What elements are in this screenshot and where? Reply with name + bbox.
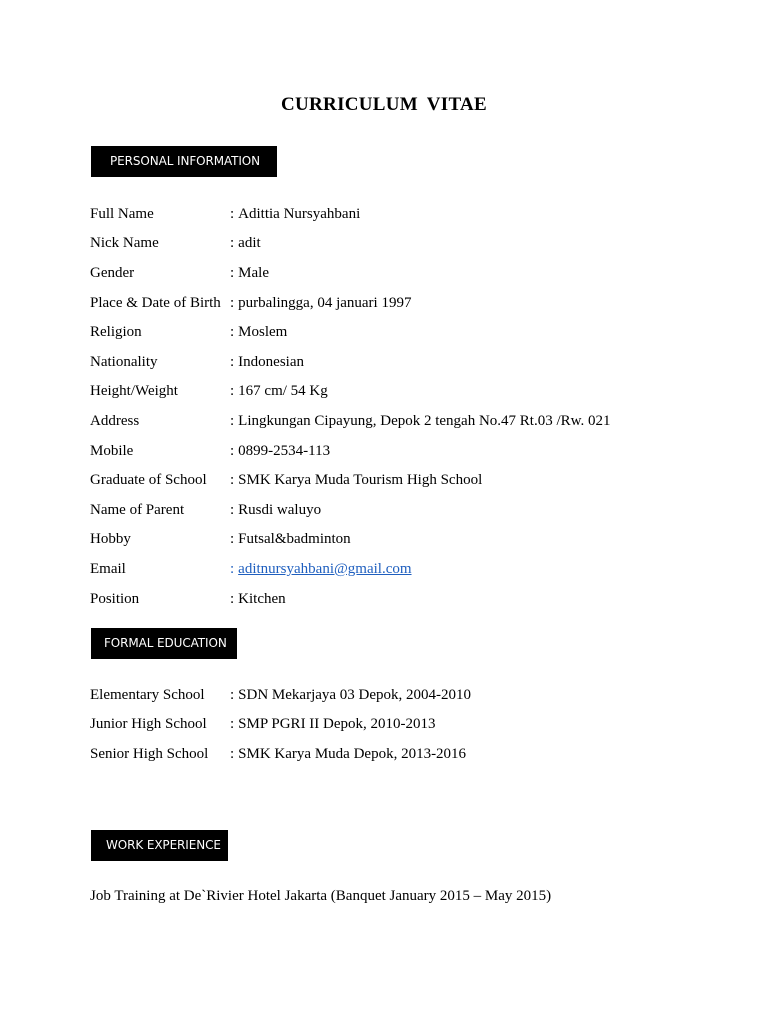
info-label: Nationality <box>90 353 158 370</box>
info-value: Moslem <box>238 324 288 341</box>
info-separator: : <box>230 294 235 311</box>
info-label: Full Name <box>90 205 154 222</box>
info-separator: : <box>230 264 235 281</box>
education-label: Junior High School <box>90 716 207 733</box>
info-value: SMK Karya Muda Tourism High School <box>238 472 483 489</box>
info-row-name-of-parent <box>90 495 730 525</box>
section-heading-personal-information: PERSONAL INFORMATION <box>91 146 277 177</box>
education-label: Senior High School <box>90 745 209 762</box>
info-row-full-name <box>90 199 730 229</box>
info-value: Lingkungan Cipayung, Depok 2 tengah No.47 Rt.03 /Rw. 021 <box>238 412 611 429</box>
info-label: Graduate of School <box>90 472 207 489</box>
info-separator: : <box>230 383 235 400</box>
info-separator: : <box>230 353 235 370</box>
info-row-address <box>90 406 730 436</box>
education-separator: : <box>230 745 235 762</box>
section-heading-formal-education: FORMAL EDUCATION <box>91 628 237 659</box>
info-separator: : <box>230 560 235 577</box>
formal-education-list <box>90 680 730 769</box>
info-row-mobile <box>90 436 730 466</box>
info-row-hobby <box>90 525 730 555</box>
document-title: CURRICULUM VITAE <box>280 94 488 115</box>
info-value: Futsal&badminton <box>238 531 351 548</box>
info-label: Nick Name <box>90 235 159 252</box>
info-value: Rusdi waluyo <box>238 501 322 518</box>
info-value: 167 cm/ 54 Kg <box>238 383 328 400</box>
education-value: SDN Mekarjaya 03 Depok, 2004-2010 <box>238 686 472 703</box>
info-separator: : <box>230 205 235 222</box>
info-value: Indonesian <box>238 353 304 370</box>
info-label: Religion <box>90 324 142 341</box>
education-row-junior-high <box>90 710 730 740</box>
info-value: Male <box>238 264 269 281</box>
info-row-position <box>90 584 730 614</box>
info-separator: : <box>230 501 235 518</box>
info-row-email <box>90 554 730 584</box>
info-row-graduate-of-school <box>90 465 730 495</box>
education-separator: : <box>230 686 235 703</box>
info-row-religion <box>90 317 730 347</box>
info-separator: : <box>230 590 235 607</box>
info-separator: : <box>230 235 235 252</box>
info-label: Mobile <box>90 442 134 459</box>
info-row-place-date-of-birth <box>90 288 730 318</box>
info-value: adit <box>238 235 261 252</box>
email-link[interactable]: aditnursyahbani@gmail.com <box>238 560 412 577</box>
education-row-senior-high <box>90 739 730 769</box>
info-value: Adittia Nursyahbani <box>238 205 361 222</box>
info-label: Address <box>90 412 140 429</box>
info-separator: : <box>230 442 235 459</box>
info-label: Hobby <box>90 531 131 548</box>
info-separator: : <box>230 472 235 489</box>
info-value: purbalingga, 04 januari 1997 <box>238 294 412 311</box>
info-separator: : <box>230 324 235 341</box>
info-row-gender <box>90 258 730 288</box>
education-label: Elementary School <box>90 686 205 703</box>
work-experience-entry: Job Training at De`Rivier Hotel Jakarta (Banquet January 2015 – May 2015) <box>90 888 552 904</box>
education-separator: : <box>230 716 235 733</box>
info-row-height-weight <box>90 377 730 407</box>
info-label: Height/Weight <box>90 383 178 400</box>
info-value: Kitchen <box>238 590 286 607</box>
info-row-nick-name <box>90 229 730 259</box>
info-row-nationality <box>90 347 730 377</box>
info-label: Place & Date of Birth <box>90 294 221 311</box>
education-row-elementary <box>90 680 730 710</box>
info-label: Position <box>90 590 140 607</box>
education-value: SMK Karya Muda Depok, 2013-2016 <box>238 745 467 762</box>
info-separator: : <box>230 531 235 548</box>
section-heading-work-experience: WORK EXPERIENCE <box>91 830 228 861</box>
info-label: Gender <box>90 264 135 281</box>
info-label: Email <box>90 560 126 577</box>
info-separator: : <box>230 412 235 429</box>
info-label: Name of Parent <box>90 501 185 518</box>
personal-information-list <box>90 199 730 613</box>
info-value: 0899-2534-113 <box>238 442 331 459</box>
education-value: SMP PGRI II Depok, 2010-2013 <box>238 716 436 733</box>
